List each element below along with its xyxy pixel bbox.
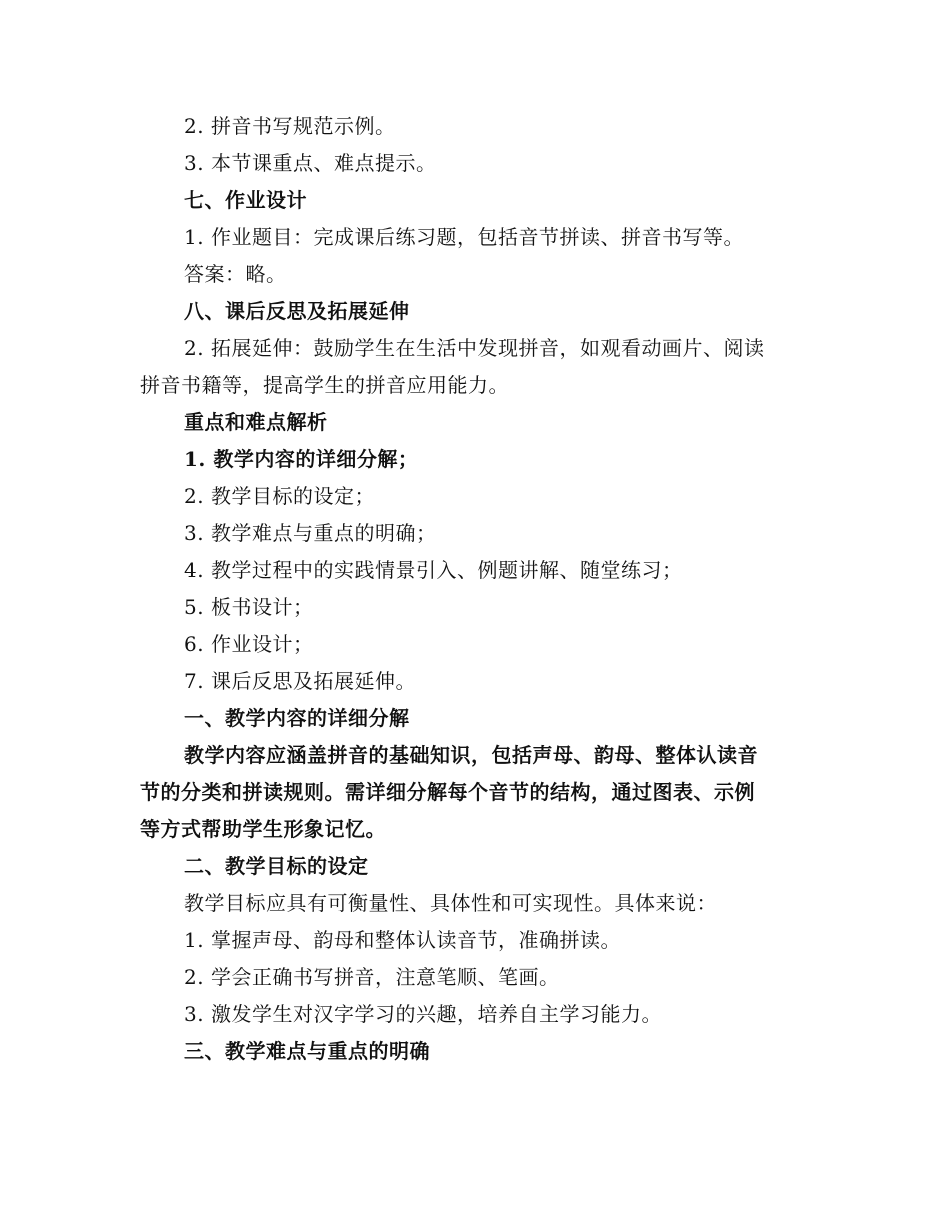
paragraph-line: 节的分类和拼读规则。需详细分解每个音节的结构，通过图表、示例 [140,780,755,804]
section-heading: 八、课后反思及拓展延伸 [184,299,410,323]
list-item: 2. 拼音书写规范示例。 [184,114,396,138]
list-item: 3. 激发学生对汉字学习的兴趣，培养自主学习能力。 [184,1002,662,1026]
section-heading: 二、教学目标的设定 [184,854,369,878]
list-item: 1. 作业题目：完成课后练习题，包括音节拼读、拼音书写等。 [184,225,744,249]
list-item: 2. 拓展延伸：鼓励学生在生活中发现拼音，如观看动画片、阅读 [184,336,765,360]
list-item: 3. 本节课重点、难点提示。 [184,151,437,175]
list-item: 2. 学会正确书写拼音，注意笔顺、笔画。 [184,965,560,989]
list-item: 5. 板书设计； [184,595,314,619]
section-heading: 七、作业设计 [184,188,307,212]
section-heading: 三、教学难点与重点的明确 [184,1039,430,1063]
list-item: 6. 作业设计； [184,632,314,656]
list-item: 4. 教学过程中的实践情景引入、例题讲解、随堂练习； [184,558,683,582]
section-heading: 一、教学内容的详细分解 [184,706,410,730]
paragraph-line: 等方式帮助学生形象记忆。 [140,817,386,841]
list-item: 2. 教学目标的设定； [184,484,375,508]
list-item: 1. 掌握声母、韵母和整体认读音节，准确拼读。 [184,928,621,952]
list-item: 1. 教学内容的详细分解； [184,447,419,471]
paragraph-line: 教学内容应涵盖拼音的基础知识，包括声母、韵母、整体认读音 [184,743,758,767]
paragraph-line: 教学目标应具有可衡量性、具体性和可实现性。具体来说： [184,891,717,915]
list-item: 3. 教学难点与重点的明确； [184,521,437,545]
paragraph-line: 拼音书籍等，提高学生的拼音应用能力。 [140,373,509,397]
section-heading: 重点和难点解析 [184,410,328,434]
list-item: 7. 课后反思及拓展延伸。 [184,669,416,693]
paragraph-line: 答案：略。 [184,262,287,286]
